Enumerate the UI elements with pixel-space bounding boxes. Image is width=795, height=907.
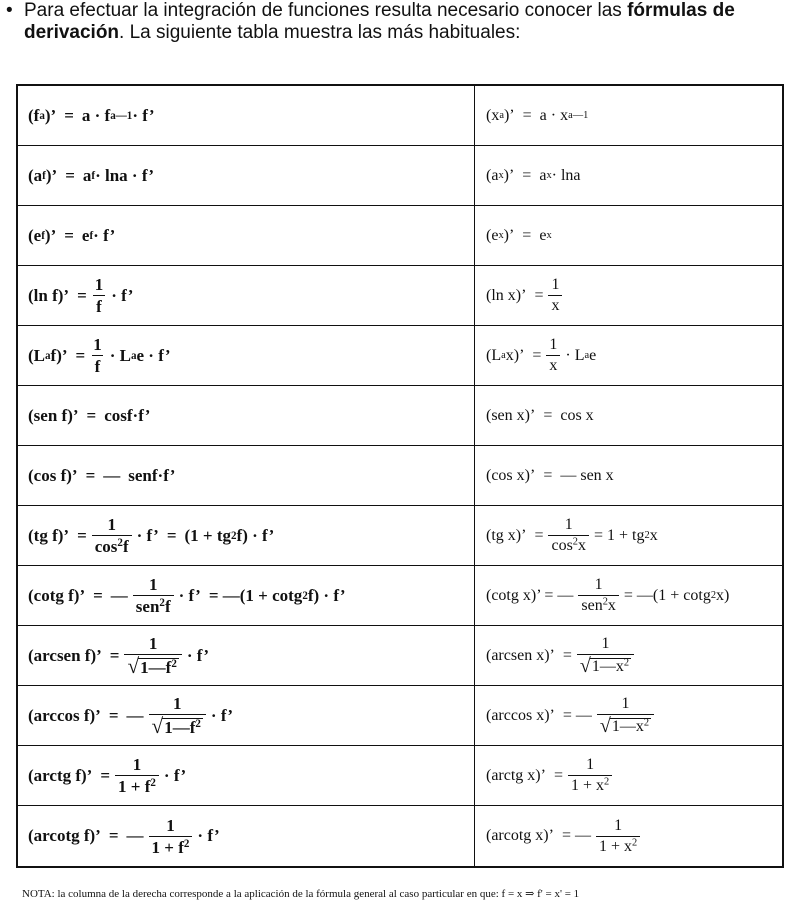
general-formula: (a f )’ = a f · lna · f’ bbox=[28, 165, 155, 185]
particular-formula: (arctg x)’ = $\frac{1}{1 + x^2}$ bbox=[486, 746, 778, 805]
general-formula: (L a f)’ = $\frac{1}{f}$ · L a e · f’ bbox=[28, 335, 171, 376]
general-formula: (arctg f)’ = $\frac{1}{1 + f^2}$ · f’ bbox=[28, 755, 187, 796]
column-divider bbox=[474, 206, 475, 265]
particular-formula: (L a x)’ = $\frac{1}{x}$ · L a e bbox=[486, 336, 597, 374]
table-row bbox=[18, 566, 782, 626]
particular-formula: (arcotg x)’ = — $\frac{1}{1 + x^2}$ bbox=[486, 806, 778, 866]
column-divider bbox=[474, 446, 475, 505]
particular-formula: (sen x)’ = cos x bbox=[486, 406, 594, 424]
footnote: NOTA: la columna de la derecha corresponde a la aplicación de la fórmula general al caso particular en que: f = x ⇒ f' = x' = 1 bbox=[22, 888, 580, 900]
table-row bbox=[18, 206, 782, 266]
general-formula: (sen f)’ = cosf·f’ bbox=[28, 405, 151, 425]
general-formula: (cos f)’ = — senf·f’ bbox=[28, 465, 176, 485]
table-row bbox=[18, 446, 782, 506]
column-divider bbox=[474, 326, 475, 385]
general-formula: (arcsen f)’ = 1 √ $1—f^2$ · f’ bbox=[28, 633, 210, 678]
particular-formula: (e x )’ = e x bbox=[486, 226, 552, 244]
column-divider bbox=[474, 686, 475, 745]
general-formula: (cotg f)’ = — $\frac{1}{sen^2f}$ · f’ = —(1 + cotg 2 f) · f’ bbox=[28, 575, 346, 616]
general-formula: (arccos f)’ = — 1 √ $1—f^2$ · f’ bbox=[28, 693, 234, 738]
table-row bbox=[18, 746, 782, 806]
column-divider bbox=[474, 506, 475, 565]
table-row bbox=[18, 506, 782, 566]
general-formula: (e f )’ = e f · f’ bbox=[28, 225, 116, 245]
general-formula: (arcotg f)’ = — $\frac{1}{1 + f^2}$ · f’ bbox=[28, 815, 220, 857]
table-row bbox=[18, 266, 782, 326]
intro-text: Para efectuar la integración de funciones resulta necesario conocer las fórmulas de derivación. La siguiente tabla muestra las más habituales: bbox=[24, 0, 735, 43]
table-row bbox=[18, 86, 782, 146]
column-divider bbox=[474, 386, 475, 445]
column-divider bbox=[474, 746, 475, 805]
general-formula: (tg f)’ = $\frac{1}{\cos^2f}$ · f’ = (1 + tg 2 f) · f’ bbox=[28, 515, 275, 556]
table-row bbox=[18, 626, 782, 686]
particular-formula: (ln x)’ = $\frac{1}{x}$ bbox=[486, 266, 778, 325]
particular-formula: (tg x)’ = $\frac{1}{\cos^2x}$ = 1 + tg 2 x bbox=[486, 516, 658, 554]
table-row bbox=[18, 326, 782, 386]
column-divider bbox=[474, 86, 475, 145]
column-divider bbox=[474, 626, 475, 685]
intro-bold: fórmulas de derivación bbox=[24, 0, 735, 43]
derivatives-table bbox=[16, 84, 784, 868]
particular-formula: (a x )’ = a x · lna bbox=[486, 166, 581, 184]
bullet: • bbox=[6, 0, 13, 21]
column-divider bbox=[474, 566, 475, 625]
particular-formula: (arccos x)’ = — 1 √ $1—x^2$ bbox=[486, 686, 778, 745]
table-row bbox=[18, 386, 782, 446]
column-divider bbox=[474, 806, 475, 866]
table-row bbox=[18, 686, 782, 746]
particular-formula: (x a )’ = a · x a—1 bbox=[486, 106, 589, 124]
particular-formula: (cotg x)’ = — $\frac{1}{sen^2x}$ = —(1 + cotg 2 x) bbox=[486, 576, 730, 614]
table-row bbox=[18, 806, 782, 866]
column-divider bbox=[474, 146, 475, 205]
particular-formula: (arcsen x)’ = 1 √ $1—x^2$ bbox=[486, 626, 778, 685]
table-row bbox=[18, 146, 782, 206]
particular-formula: (cos x)’ = — sen x bbox=[486, 466, 614, 484]
general-formula: (ln f)’ = $\frac{1}{f}$ · f’ bbox=[28, 275, 134, 316]
general-formula: (f a )’ = a · f a—1 · f’ bbox=[28, 105, 155, 125]
column-divider bbox=[474, 266, 475, 325]
